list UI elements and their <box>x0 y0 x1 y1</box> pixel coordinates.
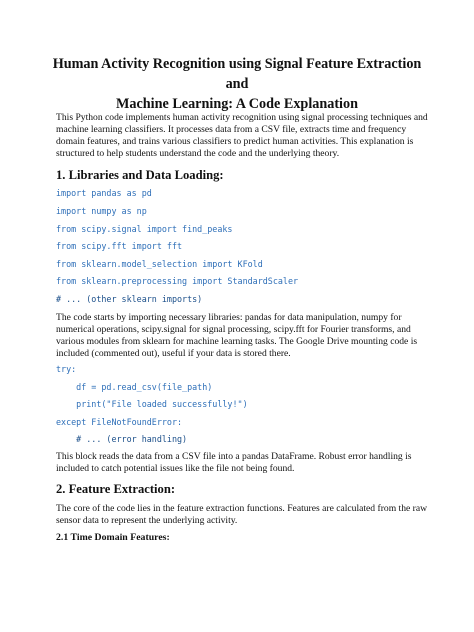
libraries-explanation-paragraph: The code starts by importing necessary libraries: pandas for data manipulation, numpy for numerical operations, scipy.signal for signal processing, scipy.fft for Fourier transforms, and various modules from sklearn for machine learning tasks. The Google Drive mounting code is included (commented out), useful if your data is stored there. <box>56 312 418 359</box>
section-2-1-heading: 2.1 Time Domain Features: <box>56 532 170 543</box>
intro-paragraph: This Python code implements human activity recognition using signal processing techniques and machine learning classifiers. It processes data from a CSV file, extracts time and frequency domain features, and trains various classifiers to predict human activities. This explanation is structured to help students understand the code and the underlying theory. <box>56 112 428 159</box>
imports-code-line: from scipy.signal import find_peaks <box>56 224 233 234</box>
imports-code-line: from sklearn.model_selection import KFold <box>56 259 263 269</box>
read-csv-code-line: df = pd.read_csv(file_path) <box>56 382 213 392</box>
imports-code-line: from sklearn.preprocessing import StandardScaler <box>56 276 299 286</box>
feature-extraction-paragraph: The core of the code lies in the feature extraction functions. Features are calculated from the raw sensor data to represent the underlying activity. <box>56 503 428 526</box>
try-code-line: try: <box>56 364 77 374</box>
imports-code-line: import numpy as np <box>56 206 147 216</box>
print-code-line: print("File loaded successfully!") <box>56 399 248 409</box>
title-line-2: Machine Learning: A Code Explanation <box>115 96 358 112</box>
section-2-heading: 2. Feature Extraction: <box>56 482 176 496</box>
imports-code-line: import pandas as pd <box>56 188 152 198</box>
title-line-1: Human Activity Recognition using Signal Feature Extraction and <box>52 56 422 92</box>
error-handling-comment-line: # ... (error handling) <box>56 434 188 444</box>
section-1-heading: 1. Libraries and Data Loading: <box>56 168 224 182</box>
imports-code-line: from scipy.fft import fft <box>56 241 183 251</box>
imports-code-line: # ... (other sklearn imports) <box>56 294 203 304</box>
document-title <box>40 54 434 114</box>
data-loading-explanation-paragraph: This block reads the data from a CSV file into a pandas DataFrame. Robust error handling is included to catch potential issues like the file not being found. <box>56 451 412 474</box>
except-code-line: except FileNotFoundError: <box>56 417 183 427</box>
